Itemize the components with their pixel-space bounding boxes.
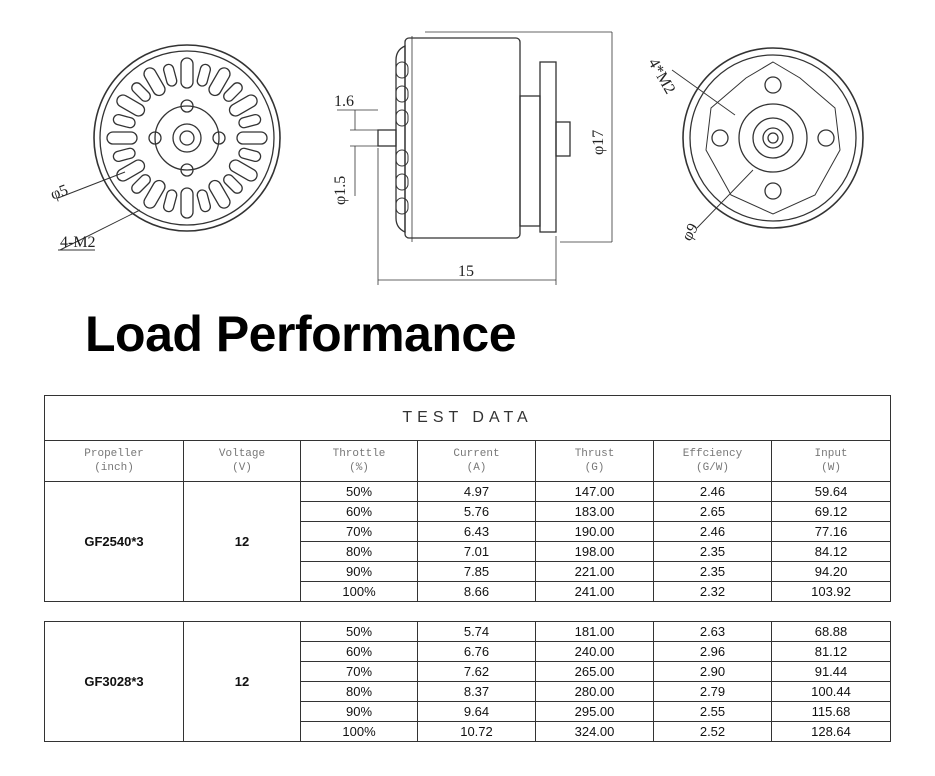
current-cell: 5.76 xyxy=(418,502,536,522)
input-cell: 84.12 xyxy=(772,542,891,562)
header-voltage: Voltage (V) xyxy=(184,441,301,482)
current-cell: 5.74 xyxy=(418,622,536,642)
efficiency-cell: 2.63 xyxy=(654,622,772,642)
current-cell: 6.76 xyxy=(418,642,536,662)
header-propeller: Propeller (inch) xyxy=(45,441,184,482)
voltage-cell: 12 xyxy=(184,482,301,602)
current-cell: 8.37 xyxy=(418,682,536,702)
throttle-cell: 60% xyxy=(301,502,418,522)
header-current: Current (A) xyxy=(418,441,536,482)
back-holes-label: 4*M2 xyxy=(644,55,679,98)
current-cell: 7.85 xyxy=(418,562,536,582)
table-row xyxy=(45,482,891,502)
header-input: Input (W) xyxy=(772,441,891,482)
table-row xyxy=(45,622,891,642)
current-cell: 6.43 xyxy=(418,522,536,542)
thrust-cell: 147.00 xyxy=(536,482,654,502)
thrust-cell: 221.00 xyxy=(536,562,654,582)
throttle-cell: 80% xyxy=(301,542,418,562)
throttle-cell: 90% xyxy=(301,562,418,582)
performance-table-gf2540 xyxy=(44,395,891,602)
input-cell: 77.16 xyxy=(772,522,891,542)
current-cell: 10.72 xyxy=(418,722,536,742)
efficiency-cell: 2.90 xyxy=(654,662,772,682)
header-efficiency: Effciency (G/W) xyxy=(654,441,772,482)
input-cell: 128.64 xyxy=(772,722,891,742)
motor-diameter-label: φ17 xyxy=(590,129,607,155)
shaft-diameter-label: φ1.5 xyxy=(332,175,349,205)
thrust-cell: 265.00 xyxy=(536,662,654,682)
input-cell: 91.44 xyxy=(772,662,891,682)
thrust-cell: 240.00 xyxy=(536,642,654,662)
performance-table-gf3028 xyxy=(44,621,891,742)
front-diameter-label: φ5 xyxy=(48,181,71,204)
header-throttle: Throttle (%) xyxy=(301,441,418,482)
current-cell: 9.64 xyxy=(418,702,536,722)
efficiency-cell: 2.55 xyxy=(654,702,772,722)
throttle-cell: 60% xyxy=(301,642,418,662)
technical-drawings xyxy=(0,0,935,300)
current-cell: 7.01 xyxy=(418,542,536,562)
input-cell: 81.12 xyxy=(772,642,891,662)
motor-back-view xyxy=(672,48,863,228)
input-cell: 115.68 xyxy=(772,702,891,722)
input-cell: 68.88 xyxy=(772,622,891,642)
header-thrust: Thrust (G) xyxy=(536,441,654,482)
shaft-length-label: 1.6 xyxy=(334,93,354,110)
throttle-cell: 50% xyxy=(301,482,418,502)
efficiency-cell: 2.32 xyxy=(654,582,772,602)
drawings-svg xyxy=(0,0,935,300)
current-cell: 8.66 xyxy=(418,582,536,602)
motor-side-view xyxy=(337,32,612,285)
throttle-cell: 90% xyxy=(301,702,418,722)
table-header-row xyxy=(45,441,891,482)
efficiency-cell: 2.79 xyxy=(654,682,772,702)
propeller-cell: GF3028*3 xyxy=(45,622,184,742)
throttle-cell: 80% xyxy=(301,682,418,702)
propeller-cell: GF2540*3 xyxy=(45,482,184,602)
thrust-cell: 181.00 xyxy=(536,622,654,642)
input-cell: 94.20 xyxy=(772,562,891,582)
efficiency-cell: 2.52 xyxy=(654,722,772,742)
efficiency-cell: 2.96 xyxy=(654,642,772,662)
motor-length-label: 15 xyxy=(458,263,474,280)
throttle-cell: 70% xyxy=(301,662,418,682)
back-diameter-label: φ9 xyxy=(678,220,703,244)
thrust-cell: 324.00 xyxy=(536,722,654,742)
thrust-cell: 295.00 xyxy=(536,702,654,722)
throttle-cell: 100% xyxy=(301,722,418,742)
current-cell: 7.62 xyxy=(418,662,536,682)
input-cell: 103.92 xyxy=(772,582,891,602)
front-holes-label: 4-M2 xyxy=(60,234,96,251)
efficiency-cell: 2.46 xyxy=(654,482,772,502)
efficiency-cell: 2.35 xyxy=(654,562,772,582)
thrust-cell: 183.00 xyxy=(536,502,654,522)
thrust-cell: 190.00 xyxy=(536,522,654,542)
page-title: Load Performance xyxy=(85,306,517,362)
motor-front-view xyxy=(58,29,296,250)
throttle-cell: 100% xyxy=(301,582,418,602)
input-cell: 69.12 xyxy=(772,502,891,522)
efficiency-cell: 2.65 xyxy=(654,502,772,522)
input-cell: 100.44 xyxy=(772,682,891,702)
thrust-cell: 198.00 xyxy=(536,542,654,562)
efficiency-cell: 2.35 xyxy=(654,542,772,562)
table-caption: TEST DATA xyxy=(45,396,891,441)
thrust-cell: 280.00 xyxy=(536,682,654,702)
current-cell: 4.97 xyxy=(418,482,536,502)
efficiency-cell: 2.46 xyxy=(654,522,772,542)
thrust-cell: 241.00 xyxy=(536,582,654,602)
throttle-cell: 70% xyxy=(301,522,418,542)
voltage-cell: 12 xyxy=(184,622,301,742)
throttle-cell: 50% xyxy=(301,622,418,642)
input-cell: 59.64 xyxy=(772,482,891,502)
